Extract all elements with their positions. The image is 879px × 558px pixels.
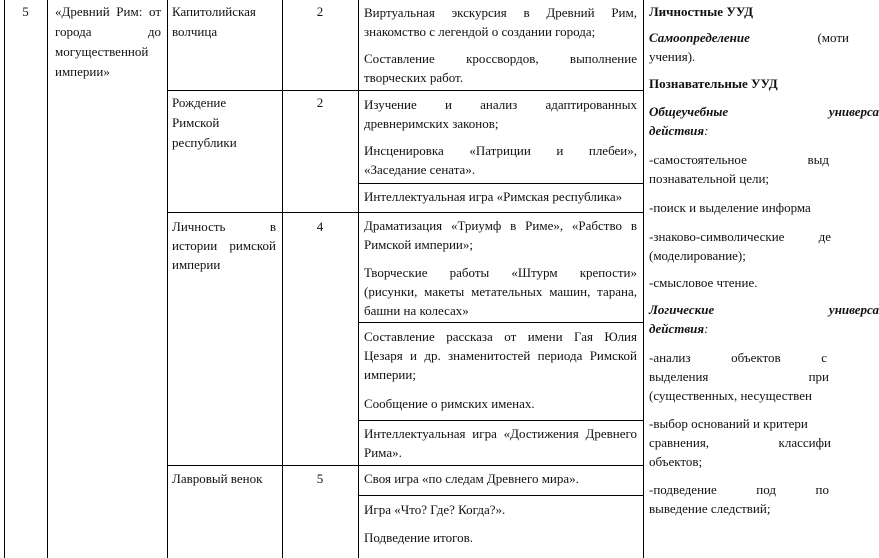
row-border-topic2: [167, 212, 644, 213]
uud-word: при: [808, 369, 829, 384]
uud-word: выд: [807, 152, 829, 167]
topic-4-line: Лавровый венок: [172, 471, 263, 486]
uud-logic-label: действия: [649, 321, 705, 336]
uud-logic-label: Логические: [649, 302, 715, 317]
row-border-c4: [358, 420, 644, 421]
topic-2-line: Рождение: [172, 95, 227, 110]
row-border-d1: [358, 495, 644, 496]
uud-line: [649, 300, 879, 320]
activity-line: знакомство с легендой о создании города;: [364, 24, 596, 39]
topic-3-line: истории римской: [172, 238, 276, 253]
activity-line: Цезаря и др. знаменитостей периода Римской: [364, 348, 637, 363]
row-number: 5: [22, 4, 29, 19]
activity-line: творческих работ.: [364, 70, 463, 85]
uud-line: выведение следствий;: [649, 501, 771, 516]
activity-line: Составление рассказа от имени Гая Юлия: [364, 329, 637, 344]
topic-1-line: Капитолийская: [172, 4, 256, 19]
activity-line: империи;: [364, 367, 416, 382]
uud-personal-heading: Личностные УУД: [649, 4, 754, 19]
activity-line: башни на колесах»: [364, 303, 469, 318]
uud-line: [649, 480, 829, 500]
activity-line: Сообщение о римских именах.: [364, 396, 535, 411]
uud-word: сравнения,: [649, 435, 710, 450]
uud-line: [649, 121, 708, 141]
activity-line: Интеллектуальная игра «Достижения Древнего: [364, 426, 637, 441]
uud-self-rest: (моти: [817, 30, 849, 45]
uud-colon: :: [704, 321, 709, 336]
activity-line: Изучение и анализ адаптированных: [364, 97, 637, 112]
topic-4-hours: 5: [316, 471, 324, 486]
uud-line: объектов;: [649, 454, 703, 469]
uud-word: выделения: [649, 369, 709, 384]
uud-general-label: универса: [828, 104, 879, 119]
uud-word: -анализ: [649, 350, 691, 365]
table-border-col2: [47, 0, 48, 558]
activity-line: Своя игра «по следам Древнего мира».: [364, 471, 579, 486]
uud-colon: :: [704, 123, 709, 138]
section-line: города до: [55, 24, 161, 39]
activity-line: Инсценировка «Патриции и плебеи»,: [364, 143, 637, 158]
activity-line: Составление кроссвордов, выполнение: [364, 51, 637, 66]
uud-general-label: действия: [649, 123, 705, 138]
uud-line: [649, 367, 829, 387]
uud-self-label: Самоопределение: [649, 30, 750, 45]
uud-word: де: [818, 229, 831, 244]
activity-line: «Заседание сената».: [364, 162, 476, 177]
uud-word: классифи: [778, 435, 831, 450]
uud-line: [649, 319, 708, 339]
activity-line: Интеллектуальная игра «Римская республика»: [364, 189, 623, 204]
uud-line: [649, 433, 831, 453]
topic-3-line: Личность в: [172, 219, 276, 234]
uud-column: [644, 0, 879, 558]
uud-word: объектов: [731, 350, 781, 365]
uud-line: [649, 150, 829, 170]
topic-1-hours: 2: [316, 4, 324, 19]
row-border-topic1: [167, 90, 644, 91]
topic-2-line: Римской: [172, 115, 220, 130]
section-title: [55, 2, 161, 82]
uud-word: -подведение: [649, 482, 717, 497]
activity-line: древнеримских законов;: [364, 116, 499, 131]
uud-word: с: [821, 350, 827, 365]
uud-line: [649, 227, 831, 247]
uud-line: -смысловое чтение.: [649, 275, 758, 290]
uud-line: познавательной цели;: [649, 171, 770, 186]
row-border-c2: [358, 322, 644, 323]
uud-line: [649, 348, 827, 368]
uud-line: [649, 102, 879, 122]
row-border-topic3: [167, 465, 644, 466]
uud-line: (существенных, несуществен: [649, 388, 812, 403]
uud-word: -самостоятельное: [649, 152, 747, 167]
uud-word: -знаково-символические: [649, 229, 785, 244]
topic-2-hours: 2: [316, 95, 324, 110]
topic-2-line: республики: [172, 135, 237, 150]
table-border-left: [4, 0, 5, 558]
uud-logic-label: универса: [828, 302, 879, 317]
row-border-b2: [358, 183, 644, 184]
uud-word: под: [756, 482, 776, 497]
uud-line: (моделирование);: [649, 248, 746, 263]
section-line: могущественной: [55, 44, 149, 59]
table-border-col3: [167, 0, 168, 558]
uud-general-label: Общеучебные: [649, 104, 729, 119]
topic-3-line: империи: [172, 257, 221, 272]
section-line: «Древний Рим: от: [55, 4, 161, 19]
activity-line: Римской империи»;: [364, 237, 473, 252]
activity-line: Драматизация «Триумф в Риме», «Рабство в: [364, 218, 637, 233]
topic-3-hours: 4: [316, 219, 324, 234]
uud-line: -поиск и выделение информа: [649, 200, 811, 215]
uud-line: учения).: [649, 49, 696, 64]
activity-line: Подведение итогов.: [364, 530, 473, 545]
activity-line: (рисунки, макеты метательных машин, тарана,: [364, 284, 637, 299]
section-line: империи»: [55, 64, 110, 79]
table-border-col5: [358, 0, 359, 558]
activity-line: Виртуальная экскурсия в Древний Рим,: [364, 5, 637, 20]
uud-word: по: [815, 482, 829, 497]
uud-line: [649, 28, 849, 48]
topic-1-line: волчица: [172, 24, 218, 39]
activity-line: Творческие работы «Штурм крепости»: [364, 265, 637, 280]
activity-line: Игра «Что? Где? Когда?».: [364, 502, 506, 517]
uud-line: -выбор оснований и критери: [649, 416, 808, 431]
uud-cognitive-heading: Познавательные УУД: [649, 76, 778, 91]
activity-line: Рима».: [364, 445, 402, 460]
